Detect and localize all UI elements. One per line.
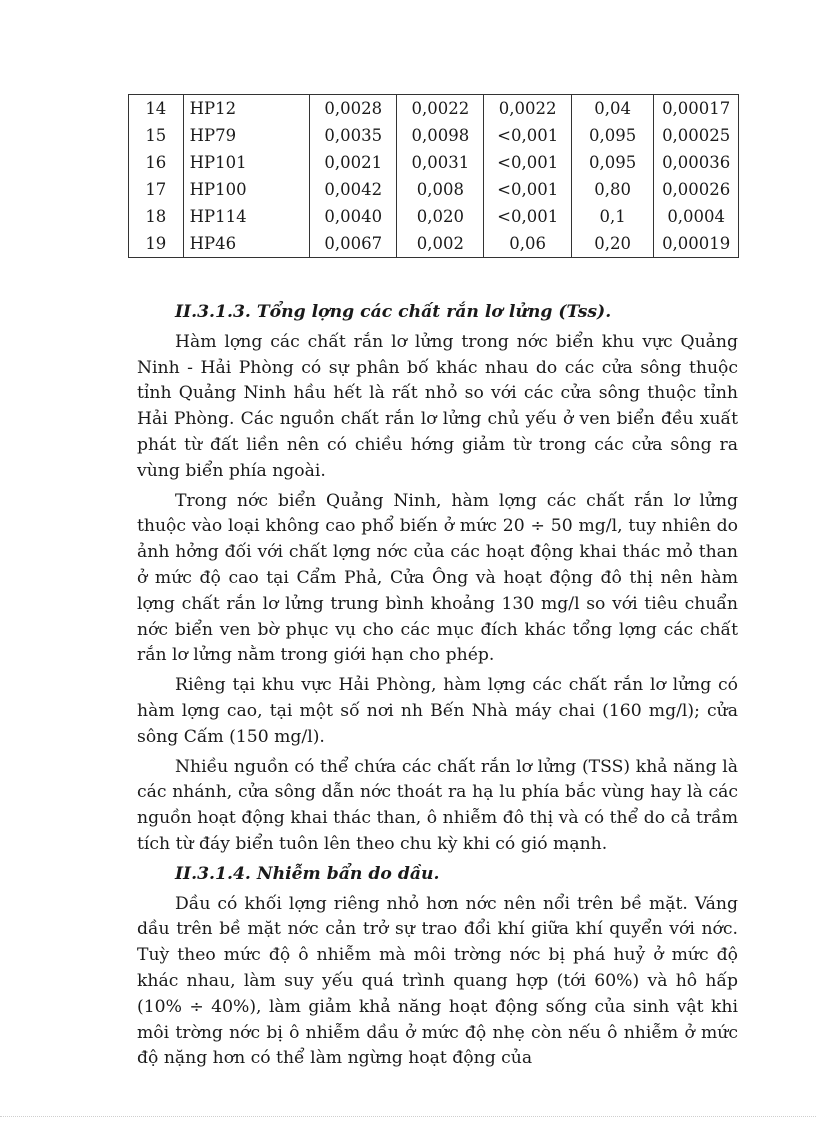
- table-cell: <0,001: [484, 122, 571, 149]
- table-body: [129, 95, 739, 258]
- table-cell: HP46: [183, 230, 310, 258]
- data-table: [128, 94, 739, 258]
- table-cell: 0,00025: [654, 122, 739, 149]
- table-cell: HP101: [183, 149, 310, 176]
- paragraph: Hàm lợng các chất rắn lơ lửng trong nớc biển khu vực Quảng Ninh - Hải Phòng có sự phân bố khác nhau do các cửa sông thuộc tỉnh Quảng Ninh hầu hết là rất nhỏ so với các cửa sông thuộc tỉnh Hải Phòng. Các nguồn chất rắn lơ lửng chủ yếu ở ven biển đều xuất phát từ đất liền nên có chiều hớng giảm từ trong các cửa sông ra vùng biển phía ngoài.: [137, 331, 738, 481]
- section-tss: [137, 300, 738, 1072]
- paragraph: Riêng tại khu vực Hải Phòng, hàm lợng các chất rắn lơ lửng có hàm lợng cao, tại một số nơi nh Bến Nhà máy chai (160 mg/l); cửa sông Cấm (150 mg/l).: [137, 675, 738, 747]
- table-row: [129, 176, 739, 203]
- table-cell: 0,0067: [310, 230, 397, 258]
- table-cell: HP114: [183, 203, 310, 230]
- table-cell: 0,00017: [654, 95, 739, 123]
- table-cell: 0,0022: [397, 95, 484, 123]
- table-cell: 0,0035: [310, 122, 397, 149]
- table-cell: 0,0042: [310, 176, 397, 203]
- paragraph: Nhiều nguồn có thể chứa các chất rắn lơ lửng (TSS) khả năng là các nhánh, cửa sông dẫn nớc thoát ra hạ lu phía bắc vùng hay là các nguồn hoạt động khai thác than, ô nhiễm đô thị và có thể do cả trầm tích từ đáy biển tuôn lên theo chu kỳ khi có gió mạnh.: [137, 756, 738, 854]
- table-row: [129, 203, 739, 230]
- table-cell: 0,00019: [654, 230, 739, 258]
- table-cell: 0,20: [571, 230, 653, 258]
- table-cell: 18: [129, 203, 184, 230]
- table-cell: 0,008: [397, 176, 484, 203]
- table-cell: 19: [129, 230, 184, 258]
- table-cell: 0,1: [571, 203, 653, 230]
- table-cell: 0,80: [571, 176, 653, 203]
- table-cell: 0,0031: [397, 149, 484, 176]
- table-cell: 16: [129, 149, 184, 176]
- table-cell: 0,002: [397, 230, 484, 258]
- table-cell: 15: [129, 122, 184, 149]
- table-cell: HP100: [183, 176, 310, 203]
- section-heading-tss: II.3.1.3. Tổng lợng các chất rắn lơ lửng (Tss).: [175, 302, 612, 322]
- table-cell: <0,001: [484, 176, 571, 203]
- table-row: [129, 95, 739, 123]
- table-cell: 0,095: [571, 122, 653, 149]
- table-cell: 0,0022: [484, 95, 571, 123]
- table-cell: 0,04: [571, 95, 653, 123]
- table-cell: 0,06: [484, 230, 571, 258]
- table-cell: 0,0028: [310, 95, 397, 123]
- table-cell: 0,095: [571, 149, 653, 176]
- table-cell: 0,00026: [654, 176, 739, 203]
- table-cell: 17: [129, 176, 184, 203]
- table-cell: 0,020: [397, 203, 484, 230]
- page-bottom-divider: [0, 1116, 816, 1117]
- table-cell: <0,001: [484, 203, 571, 230]
- table-cell: <0,001: [484, 149, 571, 176]
- section-heading-oil: II.3.1.4. Nhiễm bẩn do dầu.: [175, 863, 440, 884]
- table-cell: 0,00036: [654, 149, 739, 176]
- table-cell: HP12: [183, 95, 310, 123]
- paragraph: Trong nớc biển Quảng Ninh, hàm lợng các chất rắn lơ lửng thuộc vào loại không cao phổ biến ở mức 20 ÷ 50 mg/l, tuy nhiên do ảnh hởng đối với chất lợng nớc của các hoạt động khai thác mỏ than ở mức độ cao tại Cẩm Phả, Cửa Ông và hoạt động đô thị nên hàm lợng chất rắn lơ lửng trung bình khoảng 130 mg/l so với tiêu chuẩn nớc biển ven bờ phục vụ cho các mục đích khác tổng lợng các chất rắn lơ lửng nằm trong giới hạn cho phép.: [137, 490, 738, 666]
- table-row: [129, 122, 739, 149]
- table-cell: 14: [129, 95, 184, 123]
- paragraph: Dầu có khối lợng riêng nhỏ hơn nớc nên nổi trên bề mặt. Váng dầu trên bề mặt nớc cản trở sự trao đổi khí giữa khí quyển với nớc. Tuỳ theo mức độ ô nhiễm mà môi trờng nớc bị phá huỷ ở mức độ khác nhau, làm suy yếu quá trình quang hợp (tới 60%) và hô hấp (10% ÷ 40%), làm giảm khả năng hoạt động sống của sinh vật khi môi trờng nớc bị ô nhiễm dầu ở mức độ nhẹ còn nếu ô nhiễm ở mức độ nặng hơn có thể làm ngừng hoạt động của: [137, 893, 738, 1069]
- table-cell: 0,0098: [397, 122, 484, 149]
- table-cell: 0,0021: [310, 149, 397, 176]
- table-row: [129, 230, 739, 258]
- table-cell: HP79: [183, 122, 310, 149]
- table-cell: 0,0040: [310, 203, 397, 230]
- table-cell: 0,0004: [654, 203, 739, 230]
- table-row: [129, 149, 739, 176]
